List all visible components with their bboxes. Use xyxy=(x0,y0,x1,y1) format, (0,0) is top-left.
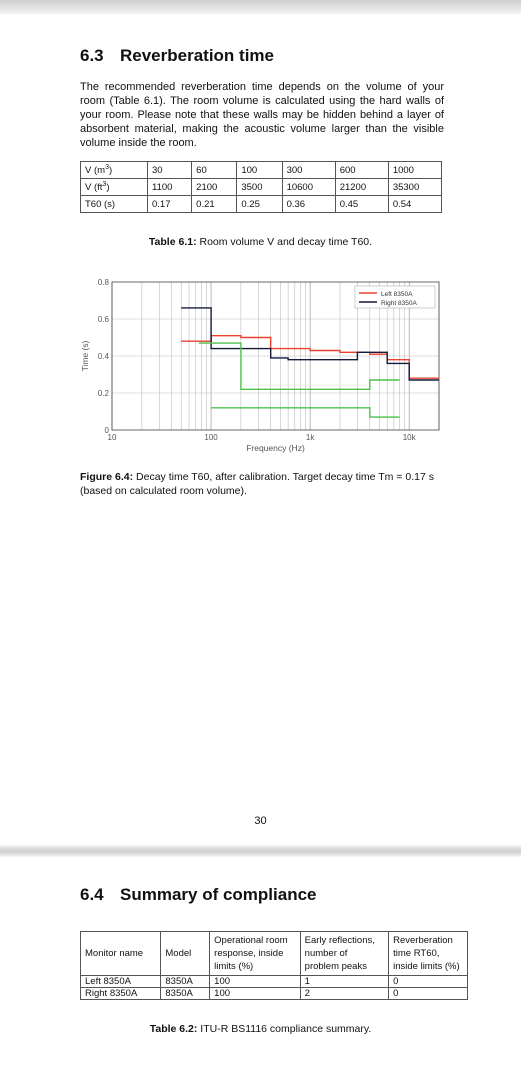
y-axis-label: Time (s) xyxy=(80,340,90,372)
caption-label: Table 6.1: xyxy=(148,236,197,248)
table-row xyxy=(81,179,442,196)
table-cell: 35300 xyxy=(388,179,441,196)
table-cell: 0.54 xyxy=(388,196,441,213)
caption-label: Table 6.2: xyxy=(149,1023,198,1035)
table-cell: 0 xyxy=(389,988,468,1000)
y-tick-label: 0.6 xyxy=(97,315,109,324)
table-cell: 2 xyxy=(300,988,388,1000)
row-label xyxy=(81,162,148,179)
section-heading-6-3 xyxy=(80,46,274,66)
figure-caption-label: Figure 6.4: xyxy=(80,471,134,483)
row-label-tail: ) xyxy=(108,165,113,177)
column-header: Model xyxy=(161,932,210,976)
row-label-text: V (m xyxy=(85,165,106,177)
table-row xyxy=(81,988,468,1000)
column-header: Early reflections, number of problem peaks xyxy=(300,932,388,976)
table-cell: 300 xyxy=(282,162,335,179)
row-label xyxy=(81,196,148,213)
section-heading-6-4 xyxy=(80,885,317,905)
table-cell: 1000 xyxy=(388,162,441,179)
table-cell: 100 xyxy=(237,162,282,179)
legend-label: Right 8350A xyxy=(381,300,417,307)
y-tick-label: 0.8 xyxy=(97,278,109,287)
table-cell: 30 xyxy=(148,162,192,179)
caption-text: Room volume V and decay time T60. xyxy=(196,236,373,248)
column-header: Operational room response, inside limits (%) xyxy=(210,932,300,976)
compliance-table xyxy=(80,931,468,1000)
table-cell: 1100 xyxy=(148,179,192,196)
row-label xyxy=(81,179,148,196)
table-row xyxy=(81,976,468,988)
top-page-edge xyxy=(0,0,521,14)
table-cell: 1 xyxy=(300,976,388,988)
figure-caption-text: Decay time T60, after calibration. Target decay time Tm = 0.17 s (based on calculated room volume). xyxy=(80,471,434,497)
table-row xyxy=(81,162,442,179)
table-cell: 0.36 xyxy=(282,196,335,213)
row-label-tail: ) xyxy=(106,182,110,194)
column-header: Monitor name xyxy=(81,932,161,976)
room-volume-table xyxy=(80,161,442,213)
body-paragraph: The recommended reverberation time depends on the volume of your room (Table 6.1). The room volume is calculated using the hard walls of your room. Please note that these walls may be hidden behind a layer of absorbent material, making the acoustic volume larger than the visible volume inside the room. xyxy=(80,81,444,149)
row-label-exponent: 3 xyxy=(105,164,109,171)
table-6-1-caption xyxy=(0,236,521,248)
table-cell: 0.21 xyxy=(192,196,237,213)
table-cell: 2100 xyxy=(192,179,237,196)
table-cell: 0.45 xyxy=(335,196,388,213)
row-label-exponent: 3 xyxy=(102,181,107,189)
table-cell: 600 xyxy=(335,162,388,179)
table-cell: 3500 xyxy=(237,179,282,196)
table-cell: 0.25 xyxy=(237,196,282,213)
table-cell: 100 xyxy=(210,976,300,988)
table-cell: 8350A xyxy=(161,988,210,1000)
x-axis-label: Frequency (Hz) xyxy=(246,443,305,453)
decay-time-chart xyxy=(76,274,446,460)
y-tick-label: 0.4 xyxy=(97,352,109,361)
table-cell: 100 xyxy=(210,988,300,1000)
x-tick-label: 1k xyxy=(305,433,315,442)
column-header: Reverberation time RT60, inside limits (%) xyxy=(389,932,468,976)
table-cell: 10600 xyxy=(282,179,335,196)
table-cell: 21200 xyxy=(335,179,388,196)
section-number: 6.3 xyxy=(80,46,104,65)
table-cell: Right 8350A xyxy=(81,988,161,1000)
page-number: 30 xyxy=(254,815,267,827)
table-cell: 60 xyxy=(192,162,237,179)
table-cell: 0 xyxy=(389,976,468,988)
x-tick-label: 10 xyxy=(107,433,117,442)
table-cell: 0.17 xyxy=(148,196,192,213)
figure-6-4-caption xyxy=(80,470,450,498)
page-break xyxy=(0,845,521,857)
row-label-text: T60 (s) xyxy=(85,199,116,211)
caption-text: ITU-R BS1116 compliance summary. xyxy=(197,1023,372,1035)
y-tick-label: 0 xyxy=(104,426,109,435)
section-number: 6.4 xyxy=(80,885,104,904)
table-6-2-caption xyxy=(0,1023,521,1035)
table-row xyxy=(81,196,442,213)
table-cell: Left 8350A xyxy=(81,976,161,988)
section-title: Reverberation time xyxy=(120,46,274,65)
table-cell: 8350A xyxy=(161,976,210,988)
header-row xyxy=(81,932,468,976)
section-title: Summary of compliance xyxy=(120,885,317,904)
row-label-text: V (ft xyxy=(85,182,103,194)
y-tick-label: 0.2 xyxy=(97,389,109,398)
legend-label: Left 8350A xyxy=(381,291,413,298)
x-tick-label: 100 xyxy=(204,433,218,442)
x-tick-label: 10k xyxy=(402,433,416,442)
